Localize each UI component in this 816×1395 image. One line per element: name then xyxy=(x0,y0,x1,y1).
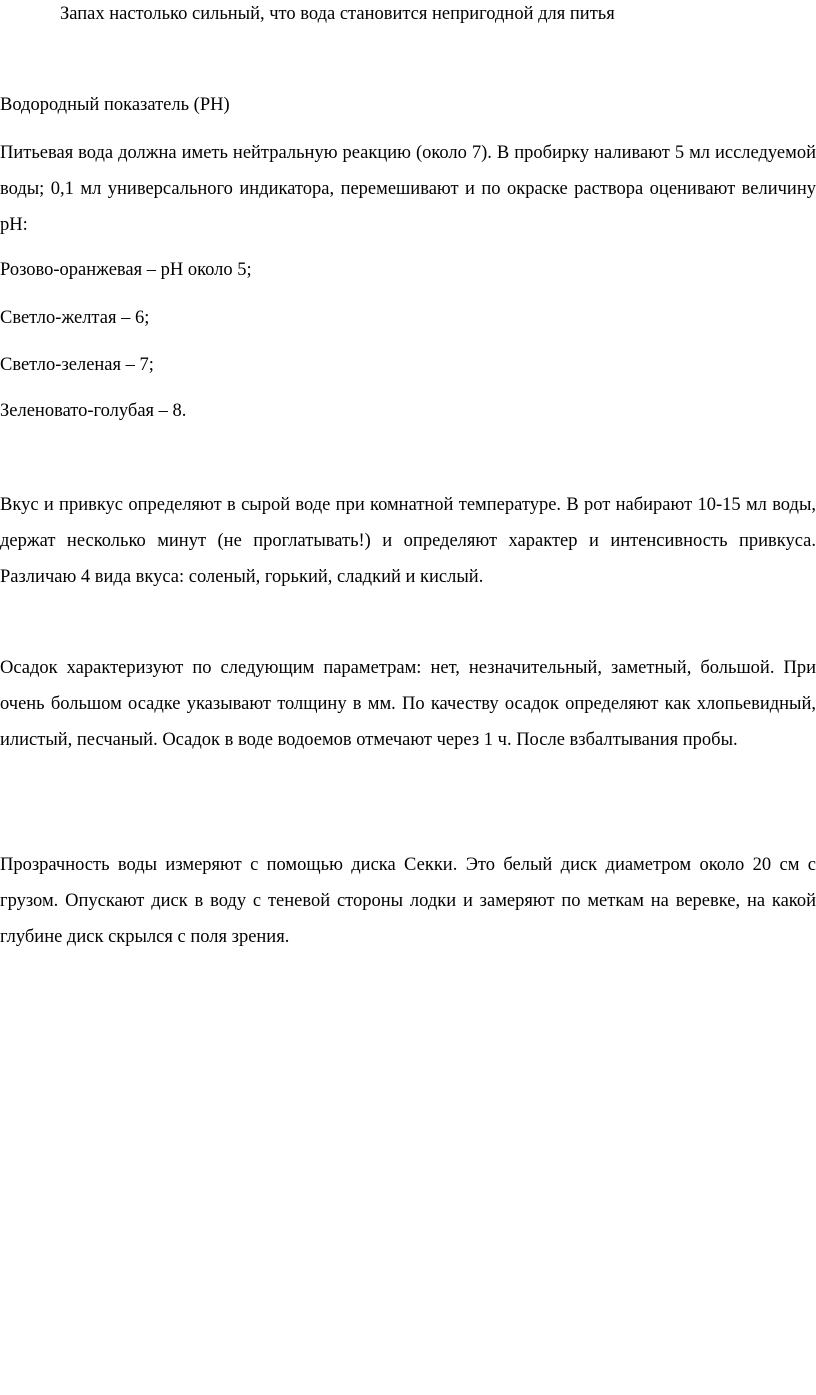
ph-paragraph: Питьевая вода должна иметь нейтральную реакцию (около 7). В пробирку наливают 5 мл исследуемой воды; 0,1 мл универсального индикатора, перемешивают и по окраске раствора оценивают величину рН: xyxy=(0,143,816,235)
ph-heading: Водородный показатель (РН) xyxy=(0,95,230,115)
taste-paragraph: Вкус и привкус определяют в сырой воде при комнатной температуре. В рот набирают 10-15 мл воды, держат несколько минут (не проглатывать!) и определяют характер и интенсивность привкуса. Различаю 4 вида вкуса: соленый, горький, сладкий и кислый. xyxy=(0,495,816,587)
sediment-paragraph: Осадок характеризуют по следующим параметрам: нет, незначительный, заметный, большой. При очень большом осадке указывают толщину в мм. По качеству осадок определяют как хлопьевидный, илистый, песчаный. Осадок в воде водоемов отмечают через 1 ч. После взбалтывания пробы. xyxy=(0,658,816,750)
ph-scale-item: Светло-зеленая – 7; xyxy=(0,355,154,375)
ph-scale-item: Розово-оранжевая – рН около 5; xyxy=(0,260,252,280)
ph-scale-item: Зеленовато-голубая – 8. xyxy=(0,401,187,421)
clarity-paragraph: Прозрачность воды измеряют с помощью диска Секки. Это белый диск диаметром около 20 см с грузом. Опускают диск в воду с теневой стороны лодки и замеряют по меткам на веревке, на какой глубине диск скрылся с поля зрения. xyxy=(0,855,816,947)
smell-note: Запах настолько сильный, что вода становится непригодной для питья xyxy=(60,4,615,24)
ph-scale-item: Светло-желтая – 6; xyxy=(0,308,150,328)
